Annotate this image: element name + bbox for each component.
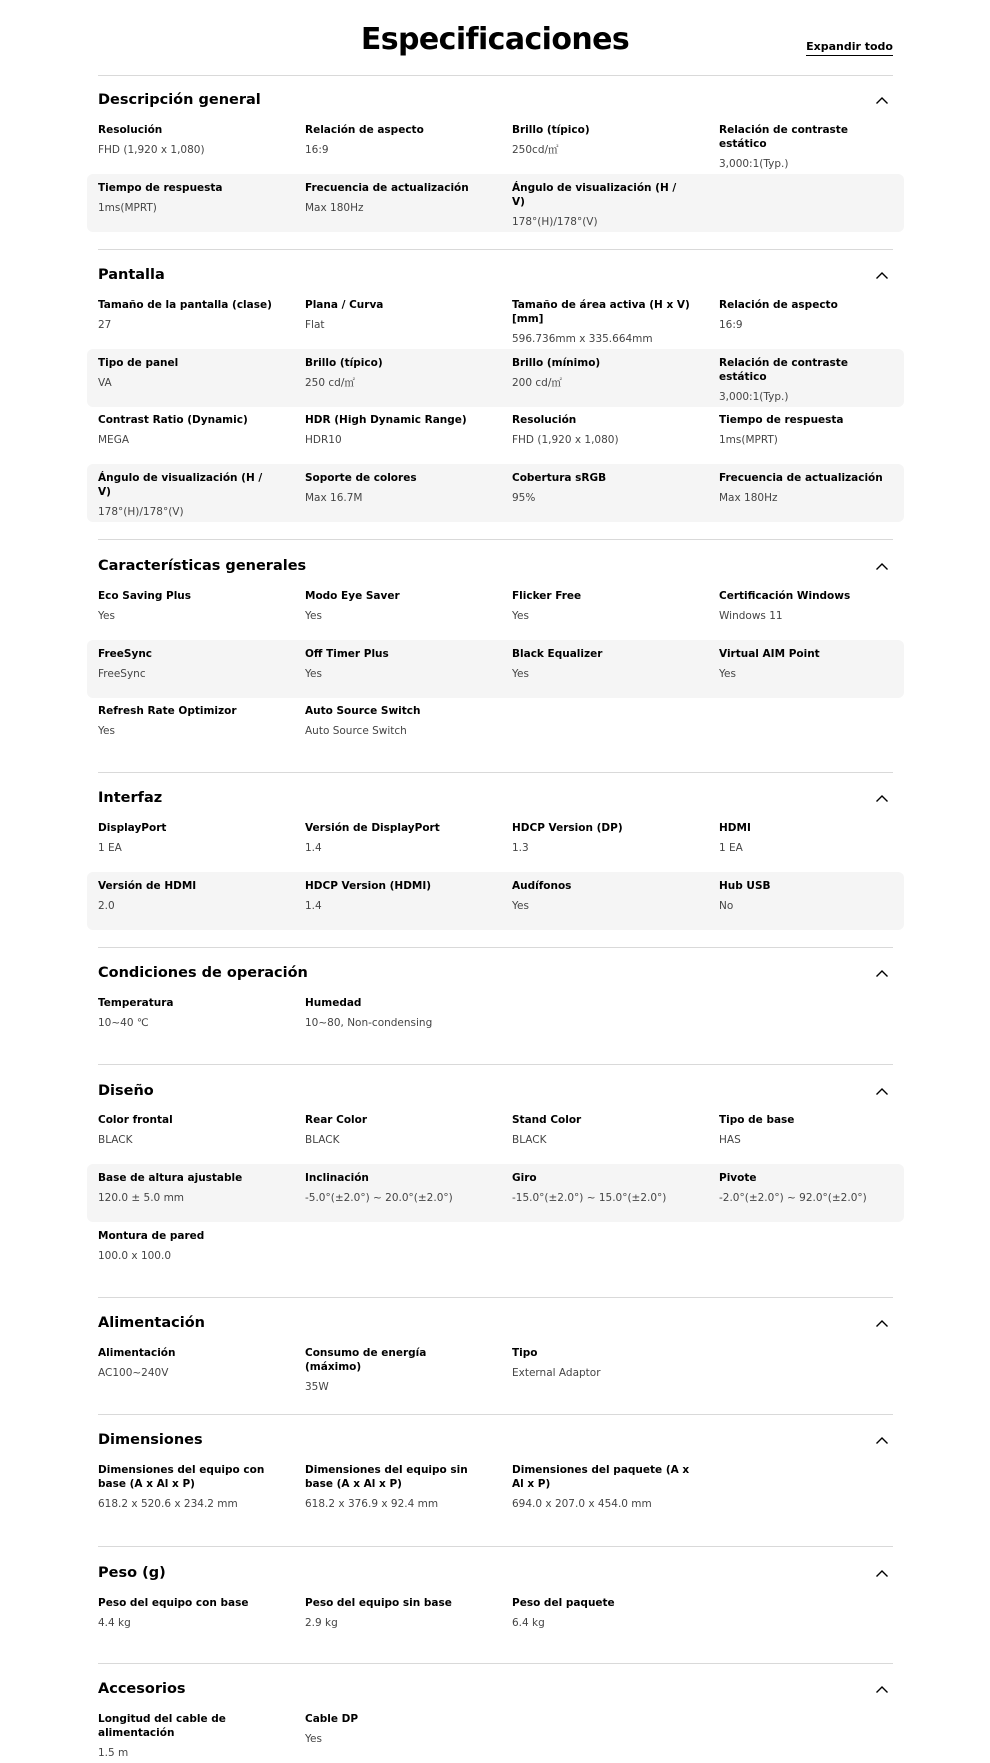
section-header-descripcion-general[interactable] [98, 89, 893, 115]
chevron-up-icon[interactable] [873, 1315, 891, 1333]
spec-value: 1ms(MPRT) [98, 202, 157, 214]
spec-row [87, 989, 904, 1047]
section-title: Descripción general [98, 92, 261, 108]
spec-label: Longitud del cable de alimentación [98, 1713, 226, 1739]
spec-value: 178°(H)/178°(V) [98, 506, 184, 518]
spec-value: Max 16.7M [305, 492, 363, 504]
spec-item [98, 1463, 278, 1511]
spec-value: HAS [719, 1134, 741, 1146]
spec-item [305, 1596, 485, 1630]
chevron-up-icon[interactable] [873, 1432, 891, 1450]
spec-value: 10~40 ℃ [98, 1017, 149, 1029]
spec-item [512, 298, 692, 346]
spec-value: Yes [98, 725, 115, 737]
spec-value: 3,000:1(Typ.) [719, 391, 789, 403]
spec-item [305, 821, 485, 855]
spec-item [305, 413, 485, 447]
spec-value: 694.0 x 207.0 x 454.0 mm [512, 1498, 652, 1510]
spec-value: 1.3 [512, 842, 529, 854]
spec-label: Tipo de panel [98, 357, 179, 369]
spec-row [87, 872, 904, 930]
spec-label: Base de altura ajustable [98, 1172, 243, 1184]
spec-value: 35W [305, 1381, 329, 1393]
spec-item [98, 123, 278, 157]
section-title: Peso (g) [98, 1565, 166, 1581]
spec-value: 95% [512, 492, 536, 504]
spec-item [98, 996, 278, 1030]
spec-row [87, 814, 904, 872]
spec-label: Certificación Windows [719, 590, 851, 602]
spec-item [305, 471, 485, 505]
spec-value: VA [98, 377, 112, 389]
spec-item [512, 413, 692, 447]
spec-row [87, 349, 904, 407]
spec-value: 2.9 kg [305, 1617, 338, 1629]
spec-value: 27 [98, 319, 112, 331]
spec-label: Modo Eye Saver [305, 590, 400, 602]
spec-value: BLACK [98, 1134, 133, 1146]
section-header-pantalla[interactable] [98, 264, 893, 290]
spec-label: Audífonos [512, 880, 572, 892]
spec-value: Yes [512, 900, 529, 912]
spec-item [512, 123, 692, 157]
spec-label: Pivote [719, 1172, 757, 1184]
spec-value: Max 180Hz [719, 492, 778, 504]
chevron-up-icon[interactable] [873, 790, 891, 808]
spec-label: Tipo de base [719, 1114, 795, 1126]
expand-all-button[interactable]: Expandir todo [806, 40, 893, 56]
section-title: Diseño [98, 1083, 154, 1099]
spec-label: Brillo (mínimo) [512, 357, 601, 369]
spec-item [512, 821, 692, 855]
spec-row [87, 174, 904, 232]
spec-value: 250 cd/㎡ [305, 377, 355, 389]
spec-item [98, 181, 278, 215]
spec-label: Resolución [512, 414, 577, 426]
spec-label: Flicker Free [512, 590, 582, 602]
section-title: Condiciones de operación [98, 965, 308, 981]
spec-row [87, 1222, 904, 1280]
spec-value: -15.0°(±2.0°) ~ 15.0°(±2.0°) [512, 1192, 667, 1204]
spec-label: Cable DP [305, 1713, 359, 1725]
spec-item [98, 1229, 278, 1263]
spec-row [87, 1106, 904, 1164]
spec-row [87, 1164, 904, 1222]
spec-value: Max 180Hz [305, 202, 364, 214]
spec-label: Soporte de colores [305, 472, 417, 484]
spec-value: HDR10 [305, 434, 342, 446]
spec-label: Off Timer Plus [305, 648, 389, 660]
spec-label: Virtual AIM Point [719, 648, 820, 660]
section-divider [98, 947, 893, 948]
section-header-accesorios[interactable] [98, 1678, 893, 1704]
section-title: Interfaz [98, 790, 163, 806]
spec-item [512, 1463, 692, 1511]
section-title: Alimentación [98, 1315, 205, 1331]
spec-label: HDCP Version (DP) [512, 822, 623, 834]
spec-item [512, 879, 692, 913]
chevron-up-icon[interactable] [873, 1565, 891, 1583]
section-header-caracteristicas-generales[interactable] [98, 555, 893, 581]
spec-label: Peso del equipo sin base [305, 1597, 452, 1609]
spec-item [98, 1113, 278, 1147]
spec-label: Montura de pared [98, 1230, 205, 1242]
section-divider [98, 75, 893, 76]
section-divider [98, 1663, 893, 1664]
spec-value: 120.0 ± 5.0 mm [98, 1192, 185, 1204]
spec-item [98, 1712, 278, 1760]
chevron-up-icon[interactable] [873, 965, 891, 983]
spec-item [98, 704, 278, 738]
spec-value: BLACK [512, 1134, 547, 1146]
spec-label: Versión de DisplayPort [305, 822, 440, 834]
spec-value: Auto Source Switch [305, 725, 407, 737]
spec-value: 1.4 [305, 900, 322, 912]
section-divider [98, 772, 893, 773]
spec-label: Frecuencia de actualización [719, 472, 883, 484]
spec-label: FreeSync [98, 648, 153, 660]
spec-label: Relación de contraste estático [719, 124, 848, 150]
spec-label: Ángulo de visualización (H / V) [98, 472, 263, 498]
spec-item [719, 298, 899, 332]
spec-label: Tiempo de respuesta [98, 182, 223, 194]
spec-value: 178°(H)/178°(V) [512, 216, 598, 228]
spec-item [305, 1346, 485, 1394]
spec-label: Stand Color [512, 1114, 582, 1126]
page-title: Especificaciones [360, 22, 630, 57]
section-header-dimensiones[interactable] [98, 1429, 893, 1455]
spec-row [87, 291, 904, 349]
spec-row [87, 697, 904, 755]
spec-label: Temperatura [98, 997, 174, 1009]
spec-value: 3,000:1(Typ.) [719, 158, 789, 170]
spec-value: 2.0 [98, 900, 115, 912]
spec-label: Contrast Ratio (Dynamic) [98, 414, 248, 426]
spec-item [512, 589, 692, 623]
spec-row [87, 1456, 904, 1514]
spec-label: Plana / Curva [305, 299, 384, 311]
spec-label: HDCP Version (HDMI) [305, 880, 432, 892]
spec-item [512, 1113, 692, 1147]
spec-item [512, 181, 692, 229]
spec-label: HDR (High Dynamic Range) [305, 414, 467, 426]
spec-item [98, 879, 278, 913]
chevron-up-icon[interactable] [873, 92, 891, 110]
spec-value: -5.0°(±2.0°) ~ 20.0°(±2.0°) [305, 1192, 453, 1204]
spec-item [305, 356, 485, 390]
section-title: Pantalla [98, 267, 165, 283]
spec-item [512, 1346, 692, 1380]
spec-label: Relación de contraste estático [719, 357, 848, 383]
spec-label: Relación de aspecto [719, 299, 838, 311]
spec-item [305, 704, 485, 738]
spec-label: HDMI [719, 822, 751, 834]
spec-item [719, 1113, 899, 1147]
spec-item [305, 1113, 485, 1147]
spec-label: Humedad [305, 997, 362, 1009]
spec-item [98, 1596, 278, 1630]
spec-value: FreeSync [98, 668, 146, 680]
section-divider [98, 1546, 893, 1547]
spec-label: Frecuencia de actualización [305, 182, 469, 194]
spec-item [305, 589, 485, 623]
spec-value: Yes [512, 668, 529, 680]
spec-value: 1ms(MPRT) [719, 434, 778, 446]
spec-value: Yes [305, 610, 322, 622]
spec-item [305, 1712, 485, 1746]
spec-label: Versión de HDMI [98, 880, 197, 892]
spec-value: 6.4 kg [512, 1617, 545, 1629]
spec-value: MEGA [98, 434, 130, 446]
spec-item [305, 879, 485, 913]
spec-item [512, 356, 692, 390]
spec-value: External Adaptor [512, 1367, 601, 1379]
spec-item [98, 589, 278, 623]
spec-label: Brillo (típico) [305, 357, 383, 369]
spec-item [719, 123, 899, 171]
section-header-peso-g[interactable] [98, 1562, 893, 1588]
section-header-alimentacion[interactable] [98, 1312, 893, 1338]
spec-value: 618.2 x 376.9 x 92.4 mm [305, 1498, 439, 1510]
spec-label: Cobertura sRGB [512, 472, 607, 484]
spec-value: No [719, 900, 734, 912]
spec-value: AC100~240V [98, 1367, 169, 1379]
section-title: Accesorios [98, 1681, 186, 1697]
spec-label: Consumo de energía (máximo) [305, 1347, 427, 1373]
spec-label: Eco Saving Plus [98, 590, 192, 602]
spec-label: Tiempo de respuesta [719, 414, 844, 426]
spec-value: 1 EA [98, 842, 122, 854]
spec-label: Auto Source Switch [305, 705, 421, 717]
spec-label: Brillo (típico) [512, 124, 590, 136]
spec-value: 1.5 m [98, 1747, 129, 1759]
spec-value: BLACK [305, 1134, 340, 1146]
spec-item [305, 181, 485, 215]
spec-value: 1.4 [305, 842, 322, 854]
spec-value: Yes [305, 668, 322, 680]
spec-label: Inclinación [305, 1172, 369, 1184]
spec-row [87, 464, 904, 522]
section-divider [98, 1414, 893, 1415]
spec-row [87, 1705, 904, 1763]
section-divider [98, 249, 893, 250]
spec-value: 1 EA [719, 842, 743, 854]
spec-item [512, 1171, 692, 1205]
spec-row [87, 406, 904, 464]
spec-value: 200 cd/㎡ [512, 377, 562, 389]
spec-item [305, 996, 485, 1030]
spec-label: Refresh Rate Optimizor [98, 705, 237, 717]
spec-label: Dimensiones del equipo con base (A x Al x P) [98, 1464, 265, 1490]
spec-label: Dimensiones del paquete (A x Al x P) [512, 1464, 690, 1490]
spec-value: 596.736mm x 335.664mm [512, 333, 653, 345]
section-header-interfaz[interactable] [98, 787, 893, 813]
spec-value: Yes [305, 1733, 322, 1745]
spec-item [98, 1346, 278, 1380]
spec-item [512, 471, 692, 505]
spec-label: Peso del equipo con base [98, 1597, 249, 1609]
spec-label: Peso del paquete [512, 1597, 615, 1609]
spec-value: FHD (1,920 x 1,080) [98, 144, 205, 156]
spec-item [98, 356, 278, 390]
spec-label: Relación de aspecto [305, 124, 424, 136]
spec-item [719, 647, 899, 681]
spec-value: FHD (1,920 x 1,080) [512, 434, 619, 446]
spec-item [98, 298, 278, 332]
spec-label: Alimentación [98, 1347, 176, 1359]
spec-item [305, 123, 485, 157]
section-divider [98, 539, 893, 540]
section-title: Características generales [98, 558, 307, 574]
spec-value: 16:9 [719, 319, 743, 331]
spec-value: 250cd/㎡ [512, 144, 559, 156]
section-title: Dimensiones [98, 1432, 203, 1448]
spec-label: Rear Color [305, 1114, 368, 1126]
spec-value: 16:9 [305, 144, 329, 156]
spec-label: Hub USB [719, 880, 771, 892]
spec-label: Tamaño de la pantalla (clase) [98, 299, 272, 311]
spec-value: 10~80, Non-condensing [305, 1017, 433, 1029]
spec-item [98, 647, 278, 681]
spec-label: Ángulo de visualización (H / V) [512, 182, 677, 208]
section-header-diseno[interactable] [98, 1080, 893, 1106]
chevron-up-icon[interactable] [873, 1083, 891, 1101]
spec-row [87, 1339, 904, 1397]
spec-item [512, 647, 692, 681]
spec-label: Giro [512, 1172, 537, 1184]
spec-item [98, 413, 278, 447]
spec-item [719, 589, 899, 623]
spec-row [87, 1589, 904, 1647]
spec-value: Windows 11 [719, 610, 783, 622]
spec-item [719, 356, 899, 404]
spec-label: Dimensiones del equipo sin base (A x Al x P) [305, 1464, 468, 1490]
spec-value: 618.2 x 520.6 x 234.2 mm [98, 1498, 238, 1510]
spec-item [305, 1463, 485, 1511]
spec-item [719, 413, 899, 447]
spec-value: Yes [512, 610, 529, 622]
section-divider [98, 1064, 893, 1065]
spec-value: 100.0 x 100.0 [98, 1250, 172, 1262]
spec-item [305, 1171, 485, 1205]
spec-item [719, 471, 899, 505]
spec-item [305, 298, 485, 332]
spec-row [87, 582, 904, 640]
chevron-up-icon[interactable] [873, 558, 891, 576]
spec-item [719, 821, 899, 855]
spec-value: Yes [719, 668, 736, 680]
spec-label: DisplayPort [98, 822, 167, 834]
spec-item [719, 1171, 899, 1205]
spec-label: Black Equalizer [512, 648, 603, 660]
spec-item [305, 647, 485, 681]
spec-label: Tipo [512, 1347, 538, 1359]
spec-item [98, 471, 278, 519]
chevron-up-icon[interactable] [873, 267, 891, 285]
spec-value: Flat [305, 319, 325, 331]
spec-value: 4.4 kg [98, 1617, 131, 1629]
spec-label: Tamaño de área activa (H x V) [mm] [512, 299, 690, 325]
spec-value: -2.0°(±2.0°) ~ 92.0°(±2.0°) [719, 1192, 867, 1204]
spec-item [512, 1596, 692, 1630]
section-divider [98, 1297, 893, 1298]
spec-item [98, 1171, 278, 1205]
chevron-up-icon[interactable] [873, 1681, 891, 1699]
spec-row [87, 116, 904, 174]
spec-row [87, 640, 904, 698]
spec-item [719, 879, 899, 913]
spec-item [98, 821, 278, 855]
section-header-condiciones-de-operacion[interactable] [98, 962, 893, 988]
spec-value: Yes [98, 610, 115, 622]
spec-label: Resolución [98, 124, 163, 136]
spec-label: Color frontal [98, 1114, 173, 1126]
